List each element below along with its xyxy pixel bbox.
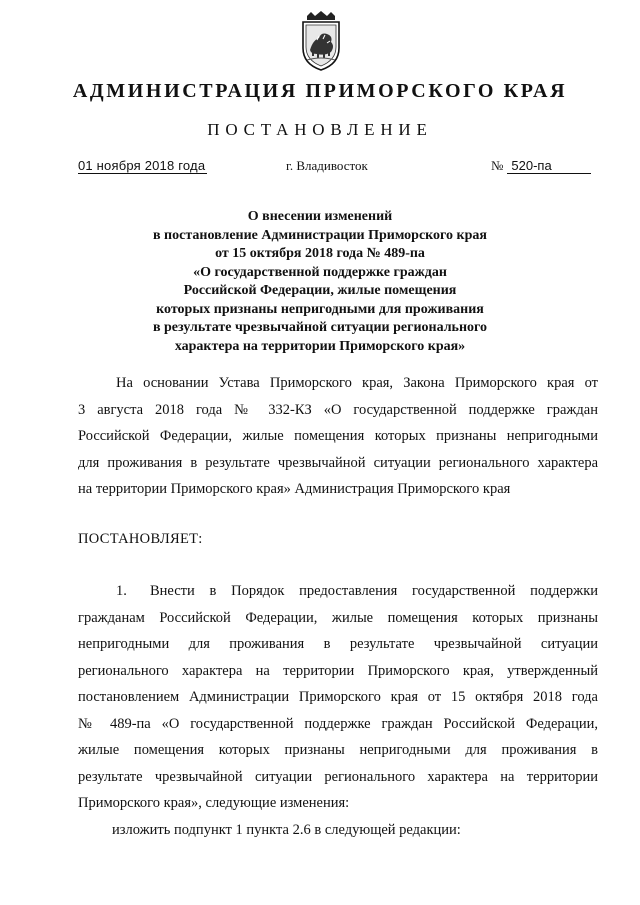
title-line: Российской Федерации, жилые помещения [183, 283, 457, 298]
paragraph-line: жилые помещения которых признаны непригодными для проживания в [78, 742, 598, 758]
paragraph-line: Приморского края», следующие изменения: [78, 795, 350, 811]
document-date: 01 ноября 2018 года [78, 158, 206, 173]
paragraph-line: результате чрезвычайной ситуации регионального характера на территории [78, 768, 598, 785]
item-number: 1. [116, 583, 127, 599]
basis-paragraph [78, 370, 598, 503]
title-line: характера на территории Приморского края» [174, 338, 466, 354]
title-line: «О государственной поддержке граждан [193, 264, 447, 280]
item-1-paragraph [78, 578, 598, 843]
paragraph-line: на территории Приморского края» Администрация Приморского края [78, 481, 511, 497]
title-line: О внесении изменений [247, 209, 393, 224]
sub-item-line: изложить подпункт 1 пункта 2.6 в следующей редакции: [112, 821, 461, 838]
document-city: г. Владивосток [286, 158, 368, 173]
title-line: от 15 октября 2018 года № 489-па [215, 246, 425, 261]
item-first-line-text: Внести в Порядок предоставления государственной поддержки [150, 583, 598, 599]
paragraph-line: регионального характера на территории Приморского края, утвержденный [78, 662, 598, 679]
title-line: в результате чрезвычайной ситуации регионального [152, 320, 488, 335]
paragraph-line: непригодными для проживания в результате чрезвычайной ситуации [78, 636, 598, 652]
paragraph-line [78, 578, 598, 605]
paragraph-line: для проживания в результате чрезвычайной ситуации регионального характера [78, 454, 598, 471]
title-line: в постановление Администрации Приморского края [153, 227, 487, 243]
number-value: 520-па [507, 158, 591, 174]
document-number [491, 158, 591, 174]
paragraph-line: гражданам Российской Федерации, жилые помещения которых признаны [78, 609, 598, 626]
paragraph-line: постановлением Администрации Приморского края от 15 октября 2018 года [78, 689, 598, 705]
paragraph-line: Российской Федерации, жилые помещения которых признаны непригодными [78, 428, 598, 444]
organization-name: АДМИНИСТРАЦИЯ ПРИМОРСКОГО КРАЯ [72, 80, 568, 102]
coat-of-arms-icon [297, 10, 345, 72]
title-line: которых признаны непригодными для проживания [156, 301, 484, 317]
paragraph-line: На основании Устава Приморского края, Закона Приморского края от [116, 375, 598, 391]
decree-word: ПОСТАНОВЛЯЕТ: [78, 531, 203, 547]
number-prefix: № [491, 158, 504, 173]
paragraph-line: 3 августа 2018 года № 332-КЗ «О государственной поддержке граждан [78, 401, 598, 418]
document-title [60, 208, 580, 356]
paragraph-line: № 489-па «О государственной поддержке граждан Российской Федерации, [78, 715, 598, 732]
document-type: ПОСТАНОВЛЕНИЕ [207, 120, 433, 139]
